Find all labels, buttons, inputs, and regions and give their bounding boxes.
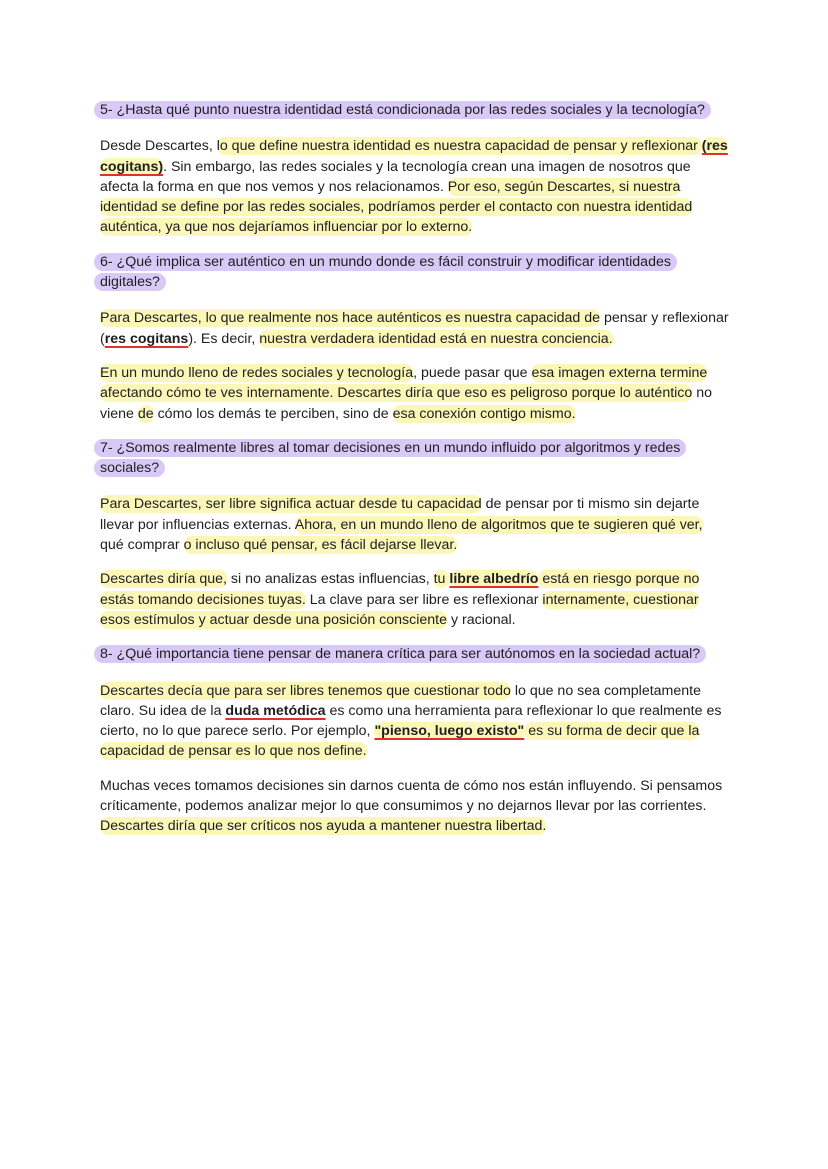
text-segment: es como una herramienta para reflexionar lo que realmente es cierto, no lo que parece serlo. Por ejemplo, <box>100 702 722 740</box>
term-res-cogitans: res cogitans <box>104 330 189 347</box>
answer-6-paragraph-2 <box>100 363 730 424</box>
text-segment-highlight: En un mundo lleno de redes sociales y tecnología <box>100 364 414 381</box>
document-page <box>100 100 730 851</box>
text-segment: y racional. <box>447 611 516 628</box>
section-7 <box>100 438 730 630</box>
text-segment-highlight: tu <box>433 571 450 588</box>
question-5 <box>100 100 730 120</box>
term-res-cogitans: (res cogitans) <box>100 138 728 175</box>
answer-6-paragraph-1 <box>100 308 730 349</box>
answer-7-paragraph-2 <box>100 569 730 630</box>
text-segment-highlight: internamente, cuestionar esos estímulos y actuar desde una posición consciente <box>100 591 699 628</box>
question-7-highlight: 7- ¿Somos realmente libres al tomar decisiones en un mundo influido por algoritmos y redes sociales? <box>94 439 686 477</box>
text-segment-highlight: esa imagen externa termine afectando cómo te ves internamente. Descartes diría que eso es peligroso porque lo auténtico <box>100 364 708 402</box>
answer-8-paragraph-2 <box>100 776 730 837</box>
section-8 <box>100 644 730 836</box>
term-duda-metodica: duda metódica <box>225 702 326 719</box>
text-segment-highlight: o incluso qué pensar, es fácil dejarse llevar. <box>183 537 458 554</box>
answer-7-paragraph-1 <box>100 494 730 555</box>
text-segment: cómo los demás te perciben, sino de <box>153 405 393 422</box>
text-segment: , puede pasar que <box>413 364 532 381</box>
question-8-highlight: 8- ¿Qué importancia tiene pensar de manera crítica para ser autónomos en la sociedad actual? <box>94 645 706 663</box>
question-7 <box>100 438 730 479</box>
section-6 <box>100 252 730 424</box>
section-5 <box>100 100 730 238</box>
text-segment-highlight: Descartes decía que para ser libres tenemos que cuestionar todo <box>100 682 511 699</box>
answer-8-paragraph-1 <box>100 681 730 762</box>
text-segment-highlight: Ahora, en un mundo lleno de algoritmos que te sugieren qué ver, <box>294 516 703 533</box>
text-segment: qué comprar <box>100 537 184 554</box>
text-segment-highlight: Descartes diría que ser críticos nos ayuda a mantener nuestra libertad. <box>100 818 547 835</box>
text-segment: La clave para ser libre es reflexionar <box>305 591 543 608</box>
text-segment: Desde Descartes, <box>100 138 217 155</box>
term-libre-albedrio: libre albedrío <box>449 571 539 588</box>
question-5-highlight: 5- ¿Hasta qué punto nuestra identidad está condicionada por las redes sociales y la tecnología? <box>94 101 711 119</box>
text-segment: lo que no sea completamente claro. Su idea de la <box>100 682 701 719</box>
question-6-highlight: 6- ¿Qué implica ser auténtico en un mundo donde es fácil construir y modificar identidades digitales? <box>94 253 677 291</box>
text-segment: si no analizas estas influencias, <box>226 571 434 588</box>
text-segment-highlight: lo que define nuestra identidad es nuestra capacidad de pensar y reflexionar <box>216 138 702 155</box>
text-segment: pensar y reflexionar ( <box>100 310 729 347</box>
text-segment-highlight: nuestra verdadera identidad está en nuestra conciencia. <box>259 330 613 347</box>
text-segment-highlight: es su forma de decir que la capacidad de pensar es lo que nos define. <box>100 723 700 760</box>
text-segment: ). Es decir, <box>188 330 260 347</box>
question-8 <box>100 644 730 664</box>
text-segment-highlight: esa conexión contigo mismo. <box>392 405 576 422</box>
text-segment: no viene <box>100 385 713 422</box>
text-segment-highlight: Para Descartes, lo que realmente nos hace auténticos es nuestra capacidad de <box>100 310 601 327</box>
text-segment-highlight: de <box>137 405 154 422</box>
text-segment-highlight: Por eso, según Descartes, si nuestra identidad se define por las redes sociales, podríamos perder el contacto con nuestra identidad auténtica, ya que nos dejaríamos influenciar por lo externo. <box>100 178 693 236</box>
text-segment: de pensar por ti mismo sin dejarte llevar por influencias externas. <box>100 496 700 533</box>
text-segment: Muchas veces tomamos decisiones sin darnos cuenta de cómo nos están influyendo. Si pensamos críticamente, podemos analizar mejor lo que consumimos y no dejarnos llevar por las corrientes. <box>100 777 723 815</box>
text-segment-highlight: está en riesgo porque no estás tomando decisiones tuyas. <box>100 571 700 608</box>
text-segment-highlight: Para Descartes, ser libre significa actuar desde tu capacidad <box>100 496 482 513</box>
answer-5-paragraph-1 <box>100 136 730 237</box>
term-pienso-luego-existo: "pienso, luego existo" <box>374 723 525 740</box>
text-segment: . Sin embargo, las redes sociales y la tecnología crean una imagen de nosotros que afecta la forma en que nos vemos y nos relacionamos. <box>100 158 691 195</box>
question-6 <box>100 252 730 293</box>
text-segment-highlight: Descartes diría que, <box>100 571 227 588</box>
